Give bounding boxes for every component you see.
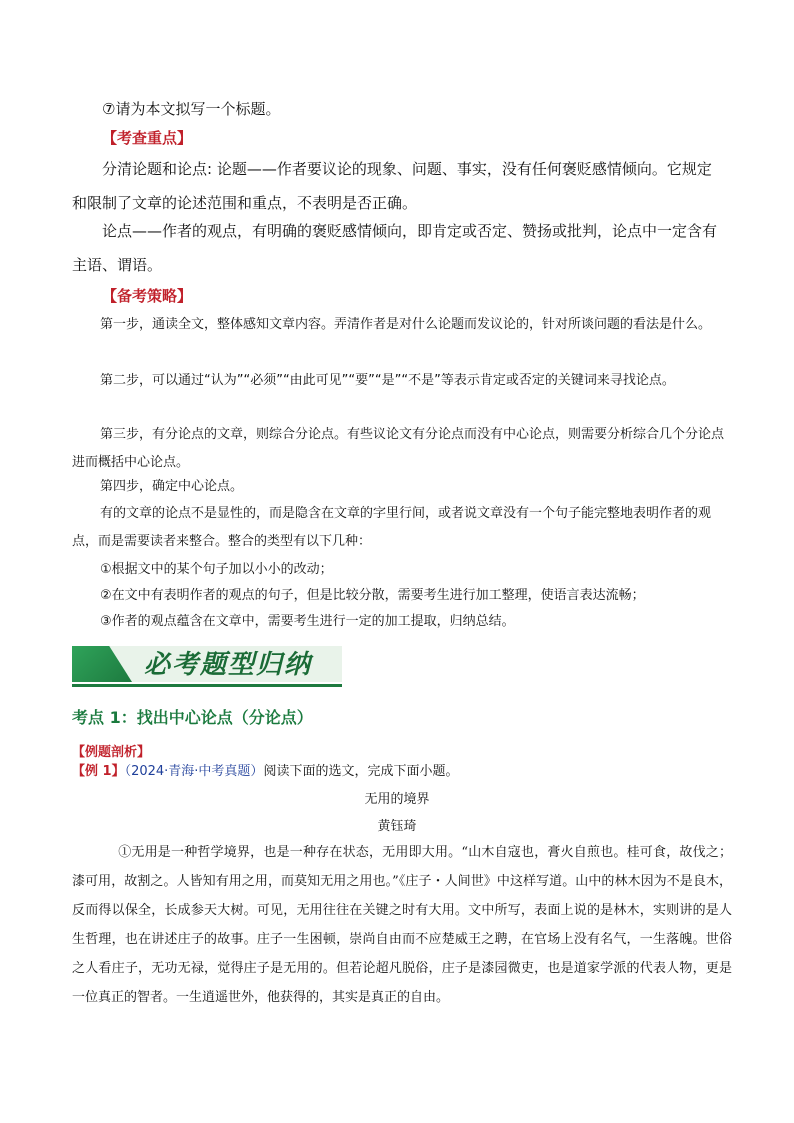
example-source: （2024·青海·中考真题） bbox=[124, 764, 264, 779]
kaocha-paragraph-2: 论点——作者的观点，有明确的褒贬感情倾向，即肯定或否定、赞扬或批判，论点中一定含有主语、谓语。 bbox=[72, 222, 718, 274]
example-analysis-label: 【例题剖析】 bbox=[72, 745, 151, 760]
type-1: ①根据文中的某个句子加以小小的改动； bbox=[100, 562, 333, 577]
essay-title: 无用的境界 bbox=[364, 792, 430, 807]
strategy-step-1: 第一步，通读全文，整体感知文章内容。弄清作者是对什么论题而发议论的，针对所谈问题的看法是什么。 bbox=[100, 317, 712, 332]
example-tag: 【例 1】 bbox=[72, 764, 125, 779]
kaodian-title: 考点 1：找出中心论点（分论点） bbox=[72, 708, 313, 727]
essay-author: 黄钰琦 bbox=[377, 819, 417, 834]
section-banner bbox=[72, 646, 342, 688]
type-2: ②在文中有表明作者的观点的句子，但是比较分散，需要考生进行加工整理，使语言表达流畅； bbox=[100, 588, 645, 603]
example-1-line bbox=[72, 762, 458, 782]
strategy-step-4: 第四步，确定中心论点。 bbox=[100, 479, 244, 494]
strategy-step-2: 第二步，可以通过“认为”“必须”“由此可见”“要”“是”“不是”等表示肯定或否定的关键词来寻找论点。 bbox=[100, 373, 675, 388]
strategy-step-3: 第三步，有分论点的文章，则综合分论点。有些议论文有分论点而没有中心论点，则需要分析综合几个分论点进而概括中心论点。 bbox=[72, 427, 725, 470]
question-7: ⑦请为本文拟写一个标题。 bbox=[102, 100, 281, 118]
implicit-paragraph: 有的文章的论点不是显性的，而是隐含在文章的字里行间，或者说文章没有一个句子能完整地表明作者的观点，而是需要读者来整合。整合的类型有以下几种： bbox=[72, 506, 712, 549]
beikao-heading: 【备考策略】 bbox=[102, 287, 193, 305]
kaocha-paragraph-1: 分清论题和论点: 论题——作者要议论的现象、问题、事实，没有任何褒贬感情倾向。它规定和限制了文章的论述范围和重点，不表明是否正确。 bbox=[72, 160, 712, 212]
essay-paragraph-1: ①无用是一种哲学境界，也是一种存在状态，无用即大用。“山木自寇也，膏火自煎也。桂可食，故伐之；漆可用，故割之。人皆知有用之用，而莫知无用之用也。”《庄子・人间世》中这样写道。山中的林木因为不是良木，反而得以保全，长成参天大树。可见，无用往往在关键之时有大用。文中所写，表面上说的是林木，实则讲的是人生哲理，也在讲述庄子的故事。庄子一生困顿，崇尚自由而不应楚威王之聘，在官场上没有名气，一生落魄。世俗之人看庄子，无功无禄，觉得庄子是无用的。但若论超凡脱俗，庄子是漆园微吏，也是道家学派的代表人物，更是一位真正的智者。一生逍遥世外，他获得的，其实是真正的自由。 bbox=[72, 845, 732, 1005]
banner-title: 必考题型归纳 bbox=[144, 650, 313, 680]
example-instruction: 阅读下面的选文，完成下面小题。 bbox=[263, 764, 459, 779]
kaocha-heading: 【考查重点】 bbox=[102, 129, 193, 147]
banner-underline bbox=[72, 684, 342, 687]
type-3: ③作者的观点蕴含在文章中，需要考生进行一定的加工提取，归纳总结。 bbox=[100, 614, 515, 629]
